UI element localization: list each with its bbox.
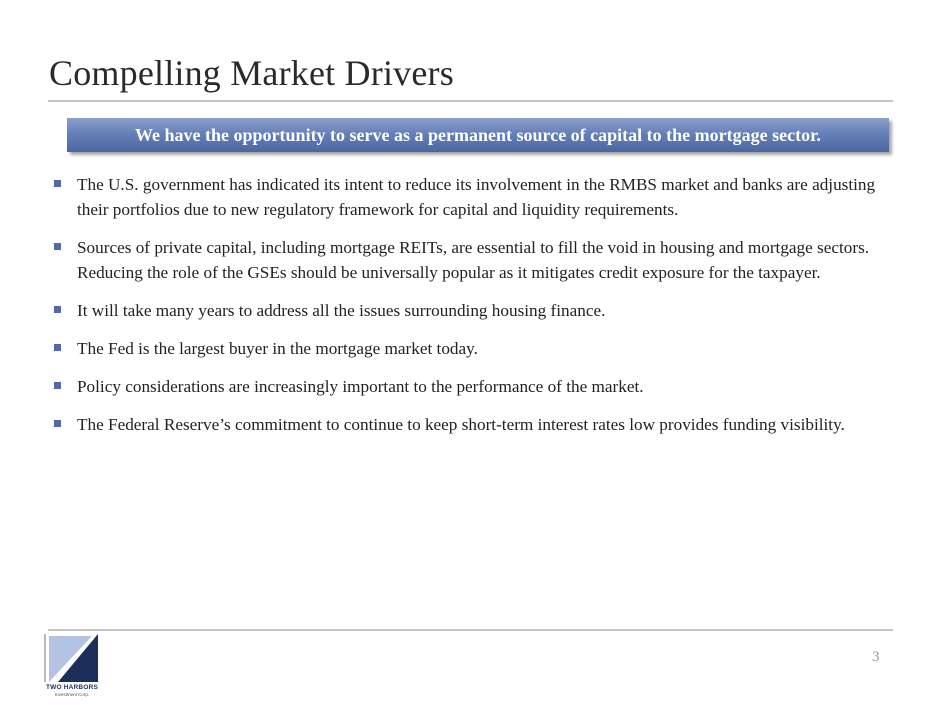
logo-wordmark: TWO HARBORS — [45, 684, 99, 691]
square-bullet-icon — [54, 382, 61, 389]
bullet-text: The Federal Reserve’s commitment to continue to keep short-term interest rates low provides funding visibility. — [77, 415, 845, 434]
bullet-text: The U.S. government has indicated its intent to reduce its involvement in the RMBS market and banks are adjusting their portfolios due to new regulatory framework for capital and liquidity requirements. — [77, 175, 876, 219]
title-divider — [48, 100, 893, 102]
bullet-text: Policy considerations are increasingly important to the performance of the market. — [77, 377, 644, 396]
bullet-text: It will take many years to address all the issues surrounding housing finance. — [77, 301, 606, 320]
bullet-text: The Fed is the largest buyer in the mortgage market today. — [77, 339, 478, 358]
square-bullet-icon — [54, 344, 61, 351]
logo-tagline: Investment Corp. — [54, 692, 90, 697]
page-number: 3 — [872, 649, 880, 665]
bullet-item — [53, 235, 893, 285]
square-bullet-icon — [54, 180, 61, 187]
banner-text: We have the opportunity to serve as a permanent source of capital to the mortgage sector. — [135, 124, 821, 145]
footer-divider — [48, 629, 893, 631]
bullet-item — [53, 336, 893, 361]
bullet-item — [53, 298, 893, 323]
slide-title: Compelling Market Drivers — [49, 53, 454, 93]
bullet-item — [53, 412, 893, 437]
bullet-item — [53, 172, 893, 222]
bullet-list — [53, 172, 893, 450]
square-bullet-icon — [54, 243, 61, 250]
bullet-item — [53, 374, 893, 399]
logo-vertical-bar — [44, 634, 46, 682]
bullet-text: Sources of private capital, including mortgage REITs, are essential to fill the void in housing and mortgage sectors. Reducing the role of the GSEs should be universally popular as it mitigates credit exposure for the taxpayer. — [77, 238, 870, 282]
highlight-banner — [67, 118, 889, 152]
square-bullet-icon — [54, 306, 61, 313]
square-bullet-icon — [54, 420, 61, 427]
